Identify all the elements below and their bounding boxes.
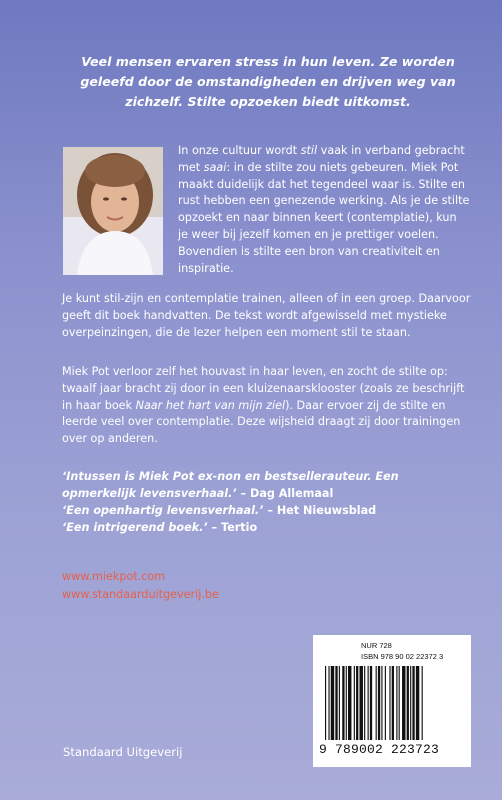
nur-code: NUR 728 <box>361 641 392 650</box>
link-miekpot[interactable]: www.miekpot.com <box>62 570 166 583</box>
press-quotes <box>62 468 472 536</box>
barcode-bar <box>360 666 363 740</box>
barcode-bar <box>389 666 390 740</box>
quote-source: – Dag Allemaal <box>236 487 334 500</box>
publisher-name: Standaard Uitgeverij <box>63 745 183 759</box>
barcode-bar <box>396 666 397 740</box>
barcode-bar <box>354 666 355 740</box>
p1-emphasis-saai: saai <box>203 160 227 174</box>
barcode-bar <box>346 666 347 740</box>
p3-part-b: ). Daar ervoer zij de stilte en leerde veel over contemplatie. Deze wijsheid draagt zij door trainingen over op anderen. <box>62 398 461 446</box>
quote-item <box>62 502 472 519</box>
barcode-bar <box>412 666 414 740</box>
p1-part-a: In onze cultuur wordt <box>178 144 301 157</box>
barcode-bar <box>376 666 377 740</box>
website-links <box>62 568 219 603</box>
description-paragraph-2: Je kunt stil-zijn en contemplatie trainen, alleen of in een groep. Daarvoor geeft dit boek handvatten. De tekst wordt afgewisseld met mystieke overpeinzingen, die de lezer helpen een moment stil te staan. <box>62 292 471 339</box>
quote-source: – Het Nieuwsblad <box>263 504 377 517</box>
quote-text: ‘Een openhartig levensverhaal.’ <box>62 504 264 517</box>
intro-text: Veel mensen ervaren stress in hun leven. Ze worden geleefd door de omstandigheden en drijven weg van zichzelf. Stilte opzoeken biedt uitkomst. <box>80 54 456 109</box>
barcode-bar <box>410 666 411 740</box>
barcode-digits: 9 789002 223723 <box>319 742 440 757</box>
barcode-bar <box>342 666 344 740</box>
barcode-bar <box>381 666 382 740</box>
barcode-bar <box>392 666 394 740</box>
barcode-box <box>313 635 471 767</box>
isbn-number: ISBN 978 90 02 22372 3 <box>361 652 444 661</box>
barcode-bar <box>325 666 326 740</box>
barcode-bar <box>339 666 340 740</box>
p1-emphasis-stil: stil <box>300 144 318 157</box>
description-paragraph-1 <box>178 143 470 277</box>
p1-part-c: : in de stilte zou niets gebeuren. Miek Pot maakt duidelijk dat het tegendeel waar is. Stilte en rust hebben een genezende werking. Als je de stilte opzoekt en naar binnen keert (contemplatie), kun je weer bij jezelf komen en je prettiger voelen. Bovendien is stilte een bron van creativiteit en inspiratie. <box>178 160 470 275</box>
quote-item <box>62 468 472 502</box>
description-paragraph-3 <box>62 364 472 448</box>
barcode-bar <box>385 666 386 740</box>
barcode-bar <box>378 666 380 740</box>
quote-source: – Tertio <box>207 521 258 534</box>
barcode-bar <box>399 666 400 740</box>
barcode-bar <box>416 666 419 740</box>
barcode-bar <box>364 666 365 740</box>
barcode-bar <box>422 666 423 740</box>
barcode-bar <box>407 666 409 740</box>
p3-book-title: Naar het hart van mijn ziel <box>135 398 286 412</box>
author-photo <box>63 147 163 275</box>
barcode-bar <box>356 666 358 740</box>
quote-text: ‘Een intrigerend boek.’ <box>62 521 208 534</box>
barcode-bar <box>402 666 405 740</box>
barcode-bar <box>331 666 334 740</box>
barcode-bar <box>348 666 351 740</box>
quote-item <box>62 519 472 536</box>
barcode-bar <box>328 666 329 740</box>
barcode-bar <box>335 666 337 740</box>
p1-part-b: vaak in verband gebracht met <box>178 144 465 174</box>
quote-text: ‘Intussen is Miek Pot ex-non en bestsellerauteur. Een opmerkelijk levensverhaal.’ <box>62 470 399 500</box>
barcode-bar <box>368 666 369 740</box>
barcode-bars <box>323 666 463 740</box>
p3-part-a: Miek Pot verloor zelf het houvast in haar leven, en zocht de stilte op: twaalf jaar bracht zij door in een kluizenaarsklooster (zoals ze beschrijft in haar boek <box>62 365 465 412</box>
barcode-bar <box>370 666 372 740</box>
link-standaard-uitgeverij[interactable]: www.standaarduitgeverij.be <box>62 587 219 601</box>
